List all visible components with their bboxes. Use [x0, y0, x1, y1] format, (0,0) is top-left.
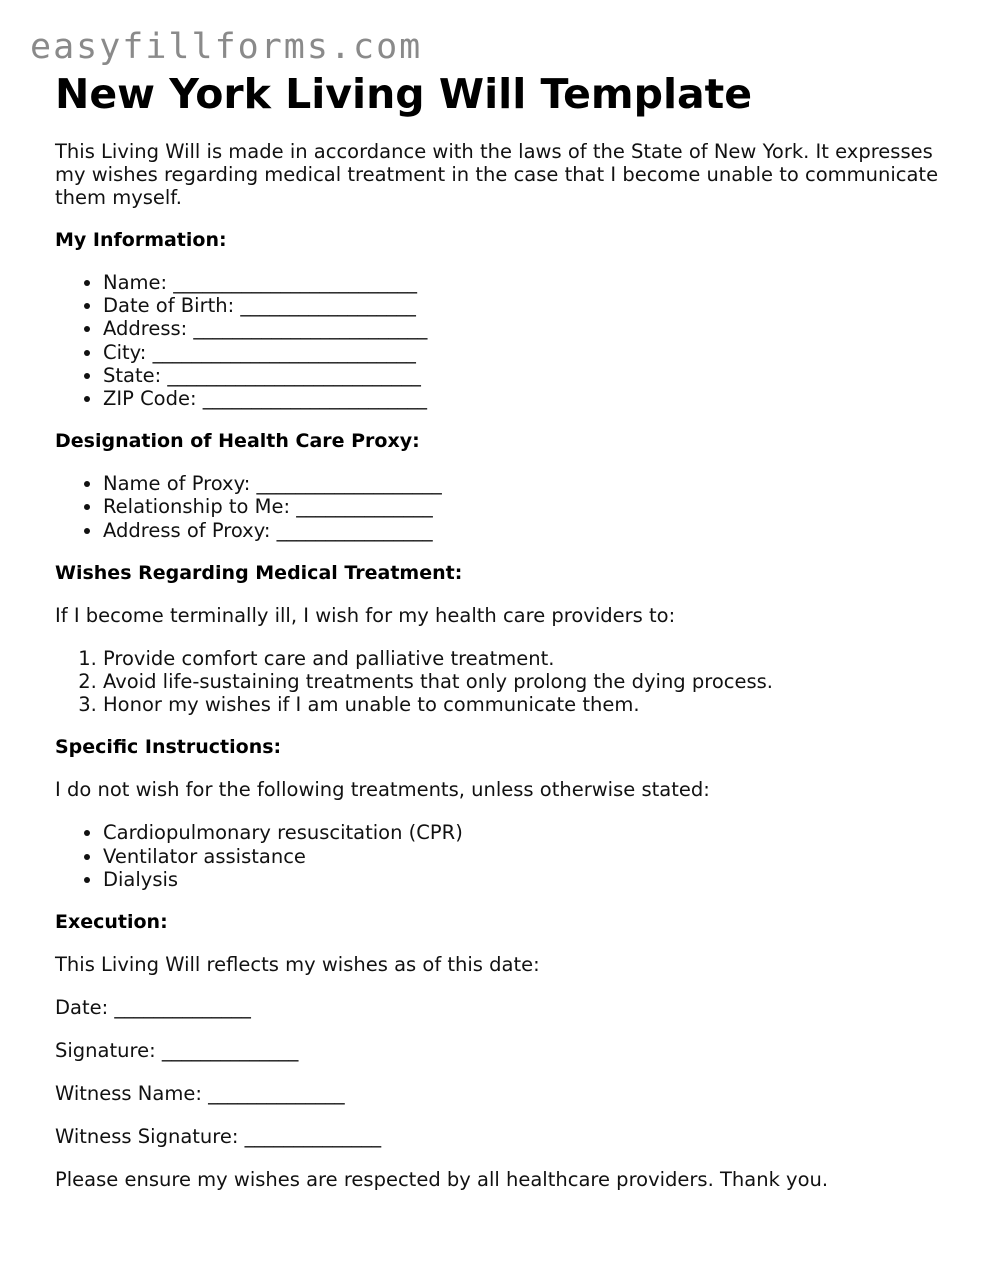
address-field: • Address: ________________________ [103, 317, 955, 340]
wishes-heading: Wishes Regarding Medical Treatment: [55, 561, 463, 584]
witness-signature-line: Witness Signature: ______________ [55, 1125, 382, 1149]
my-information-list [55, 271, 955, 410]
wishes-list [55, 647, 955, 717]
wish-item: 1. Provide comfort care and palliative treatment. [103, 647, 955, 670]
signature-line: Signature: ______________ [55, 1039, 299, 1063]
site-watermark: easyfillforms.com [30, 27, 423, 67]
treatments-list [55, 821, 955, 891]
specific-instructions-heading: Specific Instructions: [55, 736, 282, 759]
proxy-name-field: • Name of Proxy: ___________________ [103, 472, 955, 495]
wish-item: 3. Honor my wishes if I am unable to communicate them. [103, 693, 955, 716]
closing-paragraph: Please ensure my wishes are respected by all healthcare providers. Thank you. [55, 1168, 829, 1192]
treatment-item: • Dialysis [103, 868, 955, 891]
wishes-lead: If I become terminally ill, I wish for my health care providers to: [55, 603, 676, 627]
document-page [55, 70, 955, 1211]
wish-item: 2. Avoid life-sustaining treatments that only prolong the dying process. [103, 670, 955, 693]
date-of-birth-field: • Date of Birth: __________________ [103, 294, 955, 317]
proxy-list [55, 472, 955, 542]
city-field: • City: ___________________________ [103, 341, 955, 364]
document-title: New York Living Will Template [55, 70, 753, 118]
witness-name-line: Witness Name: ______________ [55, 1082, 345, 1106]
execution-lead: This Living Will reflects my wishes as of this date: [55, 953, 540, 977]
proxy-relationship-field: • Relationship to Me: ______________ [103, 495, 955, 518]
zip-code-field: • ZIP Code: _______________________ [103, 387, 955, 410]
intro-paragraph: This Living Will is made in accordance with the laws of the State of New York. It expresses my wishes regarding medical treatment in the case that I become unable to communicate them myself. [55, 140, 939, 209]
execution-heading: Execution: [55, 911, 168, 934]
name-field: • Name: _________________________ [103, 271, 955, 294]
treatment-item: • Cardiopulmonary resuscitation (CPR) [103, 821, 955, 844]
date-line: Date: ______________ [55, 996, 251, 1020]
state-field: • State: __________________________ [103, 364, 955, 387]
treatment-item: • Ventilator assistance [103, 845, 955, 868]
proxy-address-field: • Address of Proxy: ________________ [103, 519, 955, 542]
proxy-heading: Designation of Health Care Proxy: [55, 430, 420, 453]
my-information-heading: My Information: [55, 229, 227, 251]
specific-instructions-lead: I do not wish for the following treatments, unless otherwise stated: [55, 778, 710, 802]
